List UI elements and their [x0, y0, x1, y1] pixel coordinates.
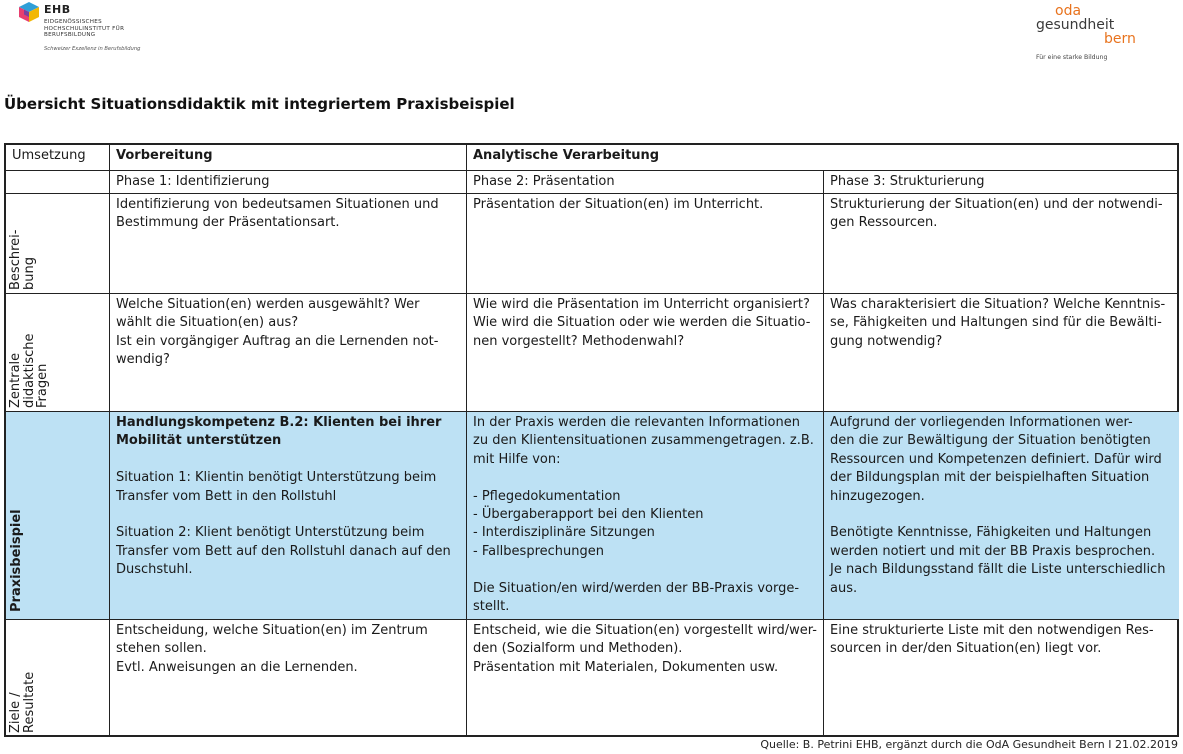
ehb-logo [18, 2, 198, 58]
fragen-phase-3: Was charakterisiert die Situation? Welche Kenntnis- se, Fähigkeiten und Haltungen sind für die Bewälti- gung notwendig? [824, 294, 1179, 412]
source-footer: Quelle: B. Petrini EHB, ergänzt durch die OdA Gesundheit Bern I 21.02.2019 [760, 738, 1178, 751]
page-title: Übersicht Situationsdidaktik mit integriertem Praxisbeispiel [4, 95, 515, 113]
header-empty [6, 171, 110, 194]
row-label-beschreibung: Beschrei- bung [6, 194, 110, 294]
header-umsetzung: Umsetzung [6, 145, 110, 171]
phase-2-header: Phase 2: Präsentation [467, 171, 824, 194]
phase-3-header: Phase 3: Strukturierung [824, 171, 1179, 194]
beschreibung-phase-3: Strukturierung der Situation(en) und der notwendi- gen Ressourcen. [824, 194, 1179, 294]
ehb-tagline: Schweizer Exzellenz in Berufsbildung [44, 46, 141, 52]
fragen-phase-2: Wie wird die Präsentation im Unterricht organisiert? Wie wird die Situation oder wie werden die Situatio- nen vorgestellt? Methodenwahl? [467, 294, 824, 412]
ehb-subtitle: EIDGENÖSSISCHES HOCHSCHULINSTITUT FÜR BERUFSBILDUNG [44, 19, 125, 39]
praxis-heading: Handlungskompetenz B.2: Klienten bei ihrer Mobilität unterstützen [116, 415, 442, 449]
ehb-name: EHB [44, 3, 71, 16]
oda-tagline: Für eine starke Bildung [1036, 54, 1108, 61]
row-label-ziele: Ziele / Resultate [6, 620, 110, 737]
ziele-phase-3: Eine strukturierte Liste mit den notwendigen Res- sourcen in der/den Situation(en) liegt vor. [830, 623, 1154, 657]
praxis-phase-3: Aufgrund der vorliegenden Informationen wer- den die zur Bewältigung der Situation benötigten Ressourcen und Kompetenzen definiert. Dafür wird der Bildungsplan mit der beispielhaften Situation hinzugezogen. Benötigte Kenntnisse, Fähigkeiten und Haltungen werden notiert und mit der BB Praxis besprochen. Je nach Bildungsstand fällt die Liste unterschiedlich aus. [824, 412, 1179, 620]
praxis-phase-2: In der Praxis werden die relevanten Informationen zu den Klientensituationen zusammengetragen. z.B. mit Hilfe von: - Pflegedokumentation - Übergaberapport bei den Klienten - Interdisziplinäre Sitzungen - Fallbesprechungen Die Situation/en wird/werden der BB-Praxis vorge- stellt. [467, 412, 824, 620]
header-analytische-verarbeitung: Analytische Verarbeitung [467, 145, 1179, 171]
beschreibung-phase-2: Präsentation der Situation(en) im Unterricht. [467, 194, 824, 294]
ziele-phase-2: Entscheid, wie die Situation(en) vorgestellt wird/wer- den (Sozialform und Methoden). Präsentation mit Materialen, Dokumenten usw. [467, 620, 824, 737]
header-vorbereitung: Vorbereitung [110, 145, 467, 171]
oda-logo [1036, 4, 1166, 64]
row-label-fragen: Zentrale didaktische Fragen [6, 294, 110, 412]
ziele-phase-1: Entscheidung, welche Situation(en) im Zentrum stehen sollen. Evtl. Anweisungen an die Lernenden. [110, 620, 467, 737]
oda-line-1: oda [1055, 3, 1082, 19]
row-label-praxisbeispiel: Praxisbeispiel [6, 412, 110, 620]
phase-1-header: Phase 1: Identifizierung [110, 171, 467, 194]
ehb-cube-icon [18, 2, 40, 22]
oda-line-3: bern [1104, 31, 1136, 47]
praxis-situations: Situation 1: Klientin benötigt Unterstützung beim Transfer vom Bett in den Rollstuhl Situation 2: Klient benötigt Unterstützung beim Transfer vom Bett auf den Rollstuhl danach auf den Duschstuhl. [116, 470, 451, 578]
beschreibung-phase-1: Identifizierung von bedeutsamen Situationen und Bestimmung der Präsentationsart. [110, 194, 467, 294]
overview-table [4, 143, 1179, 737]
fragen-phase-1: Welche Situation(en) werden ausgewählt? Wer wählt die Situation(en) aus? Ist ein vorgängiger Auftrag an die Lernenden not- wendig? [110, 294, 467, 412]
praxis-phase-1 [110, 412, 467, 620]
oda-line-2: gesundheit [1036, 17, 1115, 33]
